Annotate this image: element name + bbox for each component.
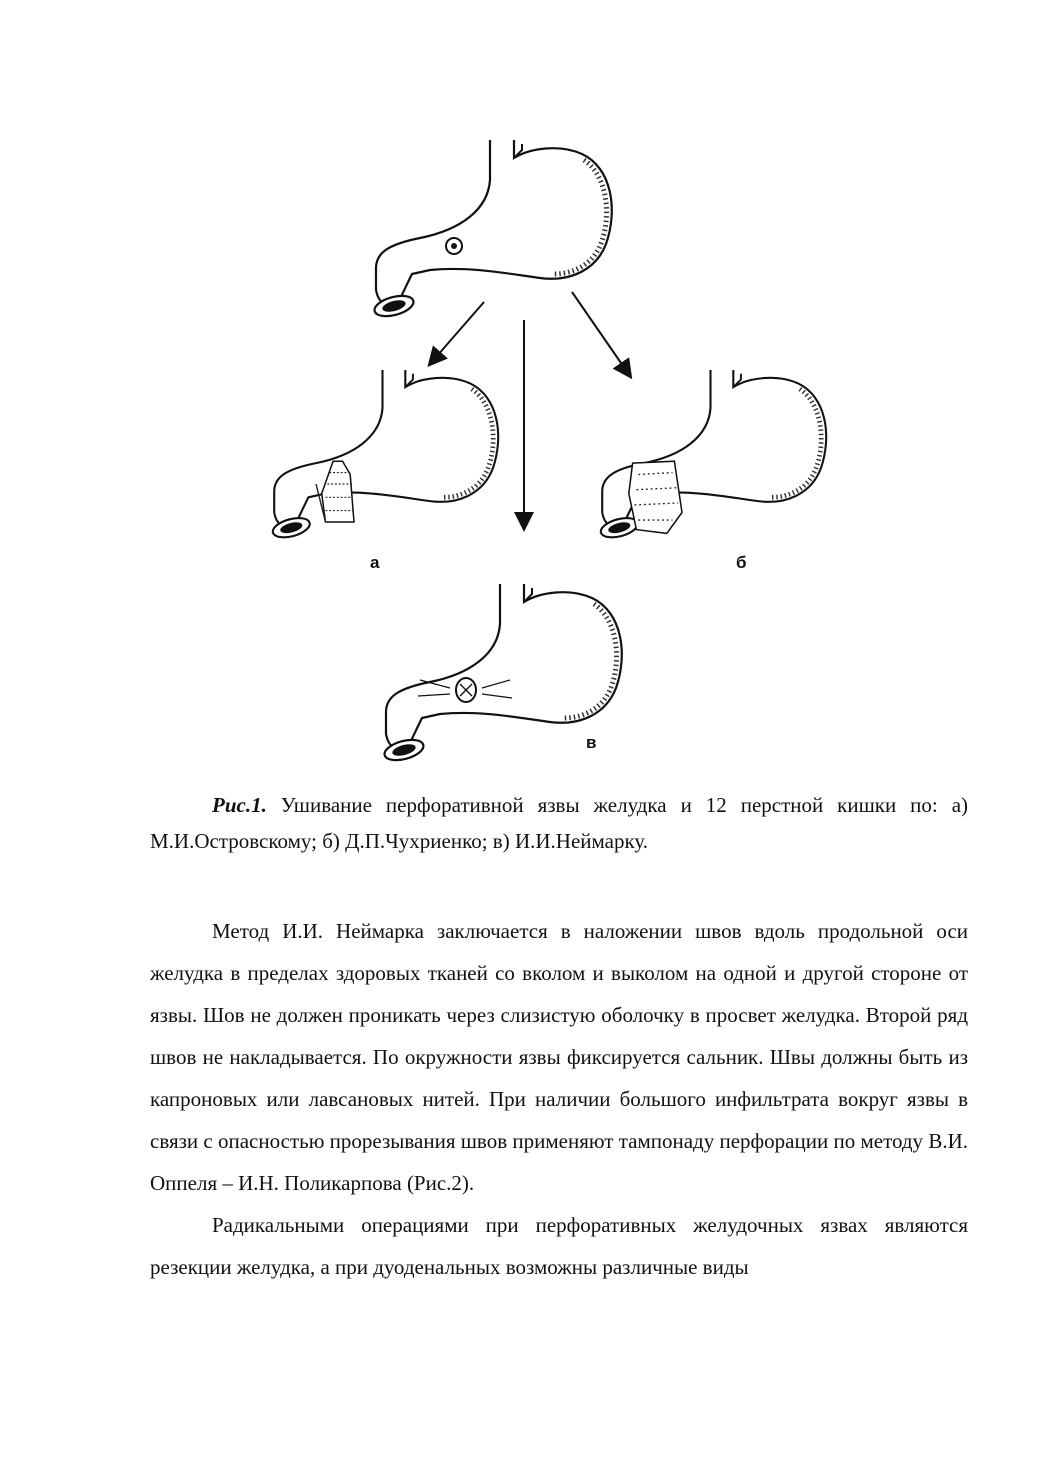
arrow-right	[572, 292, 630, 376]
body-text	[150, 910, 968, 1288]
caption-text: Ушивание перфоративной язвы желудка и 12 перстной кишки по: а) М.И.Островскому; б) Д.П.Чухриенко; в) И.И.Неймарку.	[150, 793, 969, 853]
stomach-b	[599, 370, 826, 541]
figure-caption	[150, 787, 968, 859]
paragraph-1: Метод И.И. Неймарка заключается в наложении швов вдоль продольной оси желудка в пределах здоровых тканей со вколом и выколом на одной и другой стороне от язвы. Шов не должен проникать через слизистую оболочку в просвет желудка. Второй ряд швов не накладывается. По окружности язвы фиксируется сальник. Швы должны быть из капроновых или лавсановых нитей. При наличии большого инфильтрата вокруг язвы в связи с опасностью прорезывания швов применяют тампонаду перфорации по методу В.И. Оппеля – И.Н. Поликарпова (Рис.2).	[150, 919, 968, 1195]
label-b: б	[736, 553, 747, 572]
stomach-a	[271, 370, 498, 541]
arrow-left	[430, 302, 484, 364]
paragraph-2: Радикальными операциями при перфоративных желудочных язвах являются резекции желудка, а при дуоденальных возможны различные виды	[150, 1213, 968, 1279]
label-v: в	[586, 733, 597, 752]
label-a: а	[370, 553, 380, 572]
stomach-top	[372, 140, 611, 320]
caption-prefix: Рис.1.	[212, 793, 267, 817]
